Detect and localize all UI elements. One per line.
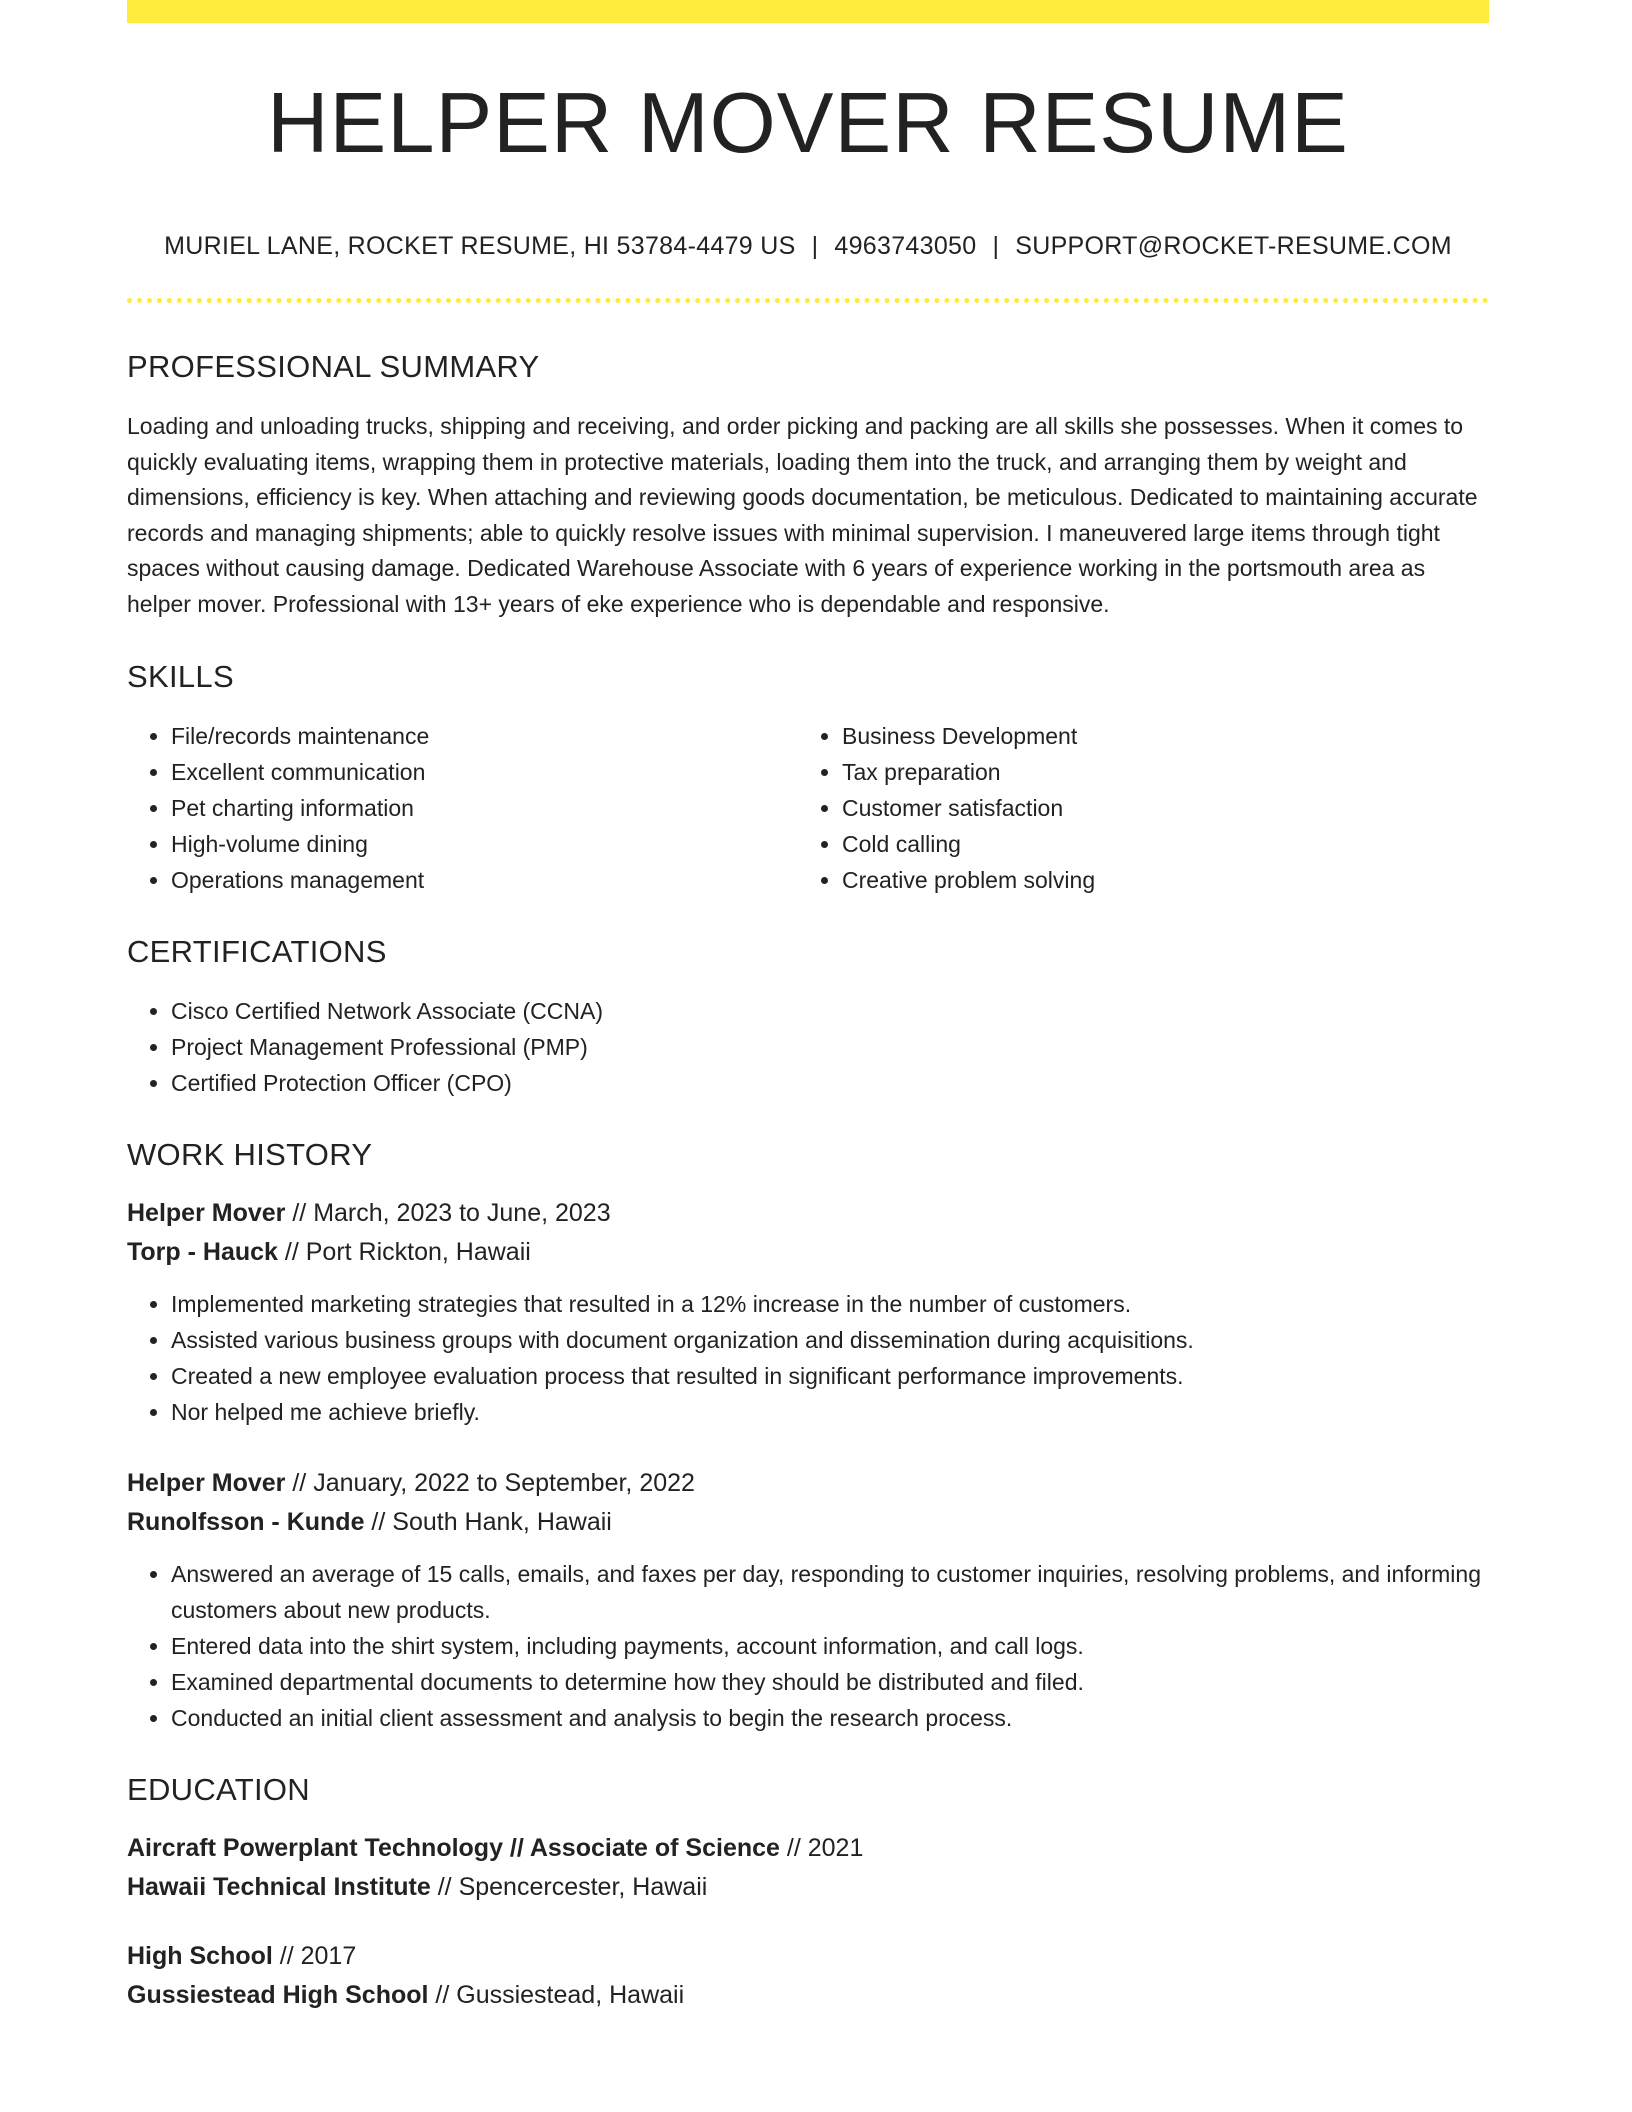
education-degree: Aircraft Powerplant Technology // Associate of Science xyxy=(127,1833,780,1862)
education-degree-line xyxy=(127,1829,1489,1868)
education-entry xyxy=(127,1829,1489,1907)
skill-item: • Tax preparation xyxy=(842,754,1469,790)
job-bullet: • Examined departmental documents to determine how they should be distributed and filed. xyxy=(171,1664,1489,1700)
contact-address: MURIEL LANE, ROCKET RESUME, HI 53784-4479 US xyxy=(164,232,796,260)
certifications-heading: CERTIFICATIONS xyxy=(127,933,387,969)
certification-item: • Certified Protection Officer (CPO) xyxy=(171,1065,1489,1101)
job-entry xyxy=(127,1464,1489,1736)
skills-heading: SKILLS xyxy=(127,658,234,694)
delimiter: // xyxy=(277,1237,306,1266)
resume-title: HELPER MOVER RESUME xyxy=(267,76,1349,171)
work-history-heading: WORK HISTORY xyxy=(127,1136,373,1172)
delimiter: // xyxy=(285,1198,314,1227)
education-location: Spencercester, Hawaii xyxy=(458,1872,708,1901)
accent-bar xyxy=(127,0,1489,23)
contact-separator: | xyxy=(811,232,819,260)
education-location: Gussiestead, Hawaii xyxy=(456,1980,685,2009)
job-company: Runolfsson - Kunde xyxy=(127,1507,365,1536)
job-dates: March, 2023 to June, 2023 xyxy=(313,1198,611,1227)
job-bullet: • Implemented marketing strategies that resulted in a 12% increase in the number of customers. xyxy=(171,1286,1489,1322)
job-title-line xyxy=(127,1464,1489,1503)
skill-item: • Cold calling xyxy=(842,826,1469,862)
job-company: Torp - Hauck xyxy=(127,1237,278,1266)
delimiter: // xyxy=(428,1980,457,2009)
job-company-line xyxy=(127,1503,1489,1542)
job-entry xyxy=(127,1194,1489,1430)
education-entry xyxy=(127,1937,1489,2015)
education-heading: EDUCATION xyxy=(127,1771,310,1807)
skills-list-right xyxy=(798,718,1469,898)
skill-item: • Pet charting information xyxy=(171,790,798,826)
job-title: Helper Mover xyxy=(127,1198,286,1227)
skill-item: • Operations management xyxy=(171,862,798,898)
certification-item: • Project Management Professional (PMP) xyxy=(171,1029,1489,1065)
education-year: 2021 xyxy=(807,1833,864,1862)
skill-item: • File/records maintenance xyxy=(171,718,798,754)
job-location: South Hank, Hawaii xyxy=(392,1507,612,1536)
dotted-divider xyxy=(127,298,1489,303)
education-degree-line xyxy=(127,1937,1489,1976)
education-school-line xyxy=(127,1976,1489,2015)
education-degree: High School xyxy=(127,1941,273,1970)
delimiter: // xyxy=(364,1507,393,1536)
contact-separator: | xyxy=(992,232,1000,260)
job-bullet: • Conducted an initial client assessment and analysis to begin the research process. xyxy=(171,1700,1489,1736)
summary-heading: PROFESSIONAL SUMMARY xyxy=(127,349,540,384)
contact-phone: 4963743050 xyxy=(834,232,977,260)
certification-item: • Cisco Certified Network Associate (CCNA) xyxy=(171,993,1489,1029)
job-bullet: • Answered an average of 15 calls, emails, and faxes per day, responding to customer inquiries, resolving problems, and informing customers about new products. xyxy=(171,1556,1489,1628)
job-title: Helper Mover xyxy=(127,1468,286,1497)
job-title-line xyxy=(127,1194,1489,1233)
certifications-list xyxy=(127,993,1489,1101)
resume-page xyxy=(127,0,1489,2015)
job-location: Port Rickton, Hawaii xyxy=(305,1237,531,1266)
contact-email: SUPPORT@ROCKET-RESUME.COM xyxy=(1015,232,1452,260)
skills-columns xyxy=(127,718,1489,898)
contact-line xyxy=(127,234,1489,259)
education-school: Hawaii Technical Institute xyxy=(127,1872,431,1901)
job-bullet: • Assisted various business groups with document organization and dissemination during acquisitions. xyxy=(171,1322,1489,1358)
skill-item: • Business Development xyxy=(842,718,1469,754)
job-bullet: • Created a new employee evaluation process that resulted in significant performance improvements. xyxy=(171,1358,1489,1394)
job-bullets xyxy=(127,1556,1489,1736)
job-bullet: • Nor helped me achieve briefly. xyxy=(171,1394,1489,1430)
summary-text: Loading and unloading trucks, shipping and receiving, and order picking and packing are all skills she possesses. When it comes to quickly evaluating items, wrapping them in protective materials, loading them into the truck, and arranging them by weight and dimensions, efficiency is key. When attaching and reviewing goods documentation, be meticulous. Dedicated to maintaining accurate records and managing shipments; able to quickly resolve issues with minimal supervision. I maneuvered large items through tight spaces without causing damage. Dedicated Warehouse Associate with 6 years of experience working in the portsmouth area as helper mover. Professional with 13+ years of eke experience who is dependable and responsive. xyxy=(127,413,1478,617)
job-dates: January, 2022 to September, 2022 xyxy=(313,1468,695,1497)
education-year: 2017 xyxy=(300,1941,357,1970)
skill-item: • Creative problem solving xyxy=(842,862,1469,898)
skills-list-left xyxy=(127,718,798,898)
skill-item: • High-volume dining xyxy=(171,826,798,862)
job-bullet: • Entered data into the shirt system, including payments, account information, and call logs. xyxy=(171,1628,1489,1664)
skill-item: • Excellent communication xyxy=(171,754,798,790)
delimiter: // xyxy=(430,1872,459,1901)
education-school-line xyxy=(127,1868,1489,1907)
skill-item: • Customer satisfaction xyxy=(842,790,1469,826)
job-company-line xyxy=(127,1233,1489,1272)
delimiter: // xyxy=(272,1941,301,1970)
delimiter: // xyxy=(285,1468,314,1497)
delimiter: // xyxy=(779,1833,808,1862)
job-bullets xyxy=(127,1286,1489,1430)
education-school: Gussiestead High School xyxy=(127,1980,429,2009)
